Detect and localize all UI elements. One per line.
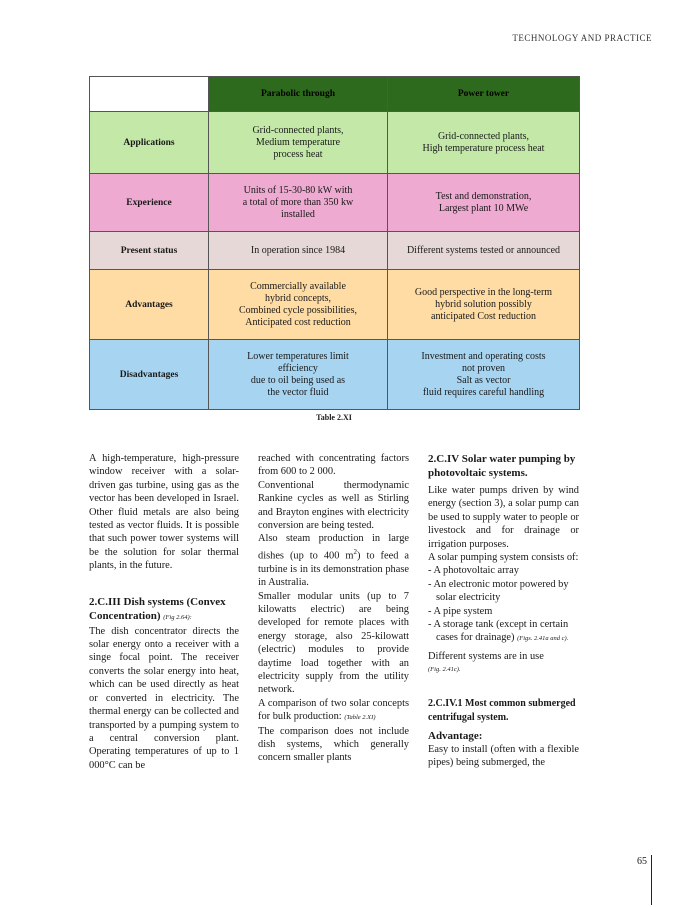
paragraph: [258, 532, 409, 589]
list-item: - An electronic motor powered by solar electricity: [428, 578, 569, 604]
superscript: 2: [353, 547, 358, 556]
table-cell: Grid-connected plants, Medium temperature process heat: [209, 112, 388, 174]
paragraph: A solar pumping system consists of:: [428, 552, 579, 564]
paragraph: Conventional thermodynamic Rankine cycles as well as Stirling and Brayton engines with electricity conversion are being tested.: [258, 479, 409, 532]
table-corner-cell: [90, 77, 209, 112]
text-column-1: [89, 452, 239, 772]
text-column-3: [428, 452, 579, 770]
subheading: Advantage:: [428, 729, 483, 742]
paragraph: Easy to install (often with a flexible pipes) being submerged, the: [428, 743, 579, 769]
comparison-table: [89, 76, 580, 410]
paragraph: reached with concentrating factors from 600 to 2 000.: [258, 453, 409, 478]
list-item: [428, 618, 579, 646]
paragraph: Like water pumps driven by wind energy (section 3), a solar pump can be used to supply water to people or livestock and for drainage or irrigation purposes.: [428, 485, 579, 550]
heading-line: 2.C.III Dish systems (Convex: [89, 595, 226, 608]
table-caption: Table 2.XI: [316, 413, 352, 422]
text-run: ) to feed a turbine is in its demonstration phase in Australia.: [258, 550, 410, 589]
figure-reference: (Figs. 2.41a and c).: [517, 635, 569, 643]
table-cell: Test and demonstration, Largest plant 10 MWe: [388, 174, 580, 232]
vertical-rule: [651, 855, 652, 905]
table-row: [90, 270, 580, 340]
heading-line: Concentration): [89, 609, 161, 622]
figure-reference: (Fig 2.64):: [163, 613, 192, 621]
figure-reference: (Fig. 2.41c).: [428, 666, 461, 674]
table-row: [90, 232, 580, 270]
row-label: Experience: [90, 174, 209, 232]
text-run: Also steam production in large dishes (up to 400 m: [258, 533, 409, 562]
table-cell: Lower temperatures limit efficiency due to oil being used as the vector fluid: [209, 340, 388, 410]
paragraph: The comparison does not include dish systems, which generally concern smaller plants: [258, 725, 409, 764]
table-cell: Investment and operating costs not proven Salt as vector fluid requires careful handling: [388, 340, 580, 410]
paragraph: [258, 697, 409, 725]
table-cell: Grid-connected plants, High temperature process heat: [388, 112, 580, 174]
paragraph: A high-temperature, high-pressure window receiver with a solar-driven gas turbine, using gas as the vector has been developed in Israel. Other fluid metals are also being tested as vector fluids. It is possible that such power tower systems will be the solution for solar thermal plants, in the future.: [89, 453, 239, 572]
table-row: [90, 174, 580, 232]
text-column-2: [258, 452, 409, 765]
row-label: Disadvantages: [90, 340, 209, 410]
table-cell: Different systems tested or announced: [388, 232, 580, 270]
table-row: [90, 340, 580, 410]
table-cell: Good perspective in the long-term hybrid solution possibly anticipated Cost reduction: [388, 270, 580, 340]
table-cell: Commercially available hybrid concepts, Combined cycle possibilities, Anticipated cost reduction: [209, 270, 388, 340]
table-row: [90, 112, 580, 174]
text-run: A comparison of two solar concepts for bulk production:: [258, 697, 409, 723]
section-heading: [89, 595, 239, 625]
component-list: [428, 564, 579, 645]
table-cell: Units of 15-30-80 kW with a total of more than 350 kw installed: [209, 174, 388, 232]
header-parabolic: Parabolic through: [209, 77, 388, 112]
row-label: Present status: [90, 232, 209, 270]
header-power-tower: Power tower: [388, 77, 580, 112]
page-number: 65: [637, 856, 647, 867]
section-heading: 2.C.IV Solar water pumping by photovoltaic systems.: [428, 453, 576, 479]
paragraph: Smaller modular units (up to 7 kilowatts electric) are being developed for remote places with energy storage, also 25-kilowatt (electric) modules to provide daytime load together with an electricity supply from the utility network.: [258, 590, 409, 696]
list-item: - A pipe system: [428, 605, 493, 617]
list-item: - A photovoltaic array: [428, 565, 519, 577]
table-reference: (Table 2.XI): [344, 714, 376, 722]
running-head: TECHNOLOGY AND PRACTICE: [512, 33, 652, 43]
row-label: Advantages: [90, 270, 209, 340]
text-run: - A storage tank (except in certain cases for drainage): [428, 619, 569, 644]
section-heading: 2.C.IV.1 Most common submerged centrifugal system.: [428, 697, 576, 723]
row-label: Applications: [90, 112, 209, 174]
table-cell: In operation since 1984: [209, 232, 388, 270]
paragraph: The dish concentrator directs the solar energy onto a receiver with a singe focal point. The receiver converts the solar energy into heat, which can be used directly as heat or converted in electricity. The thermal energy can be collected and transported by a pumping system to a central conversion plant. Operating temperatures of up to 1 000°C can be: [89, 625, 239, 771]
paragraph: Different systems are in use: [428, 650, 544, 662]
